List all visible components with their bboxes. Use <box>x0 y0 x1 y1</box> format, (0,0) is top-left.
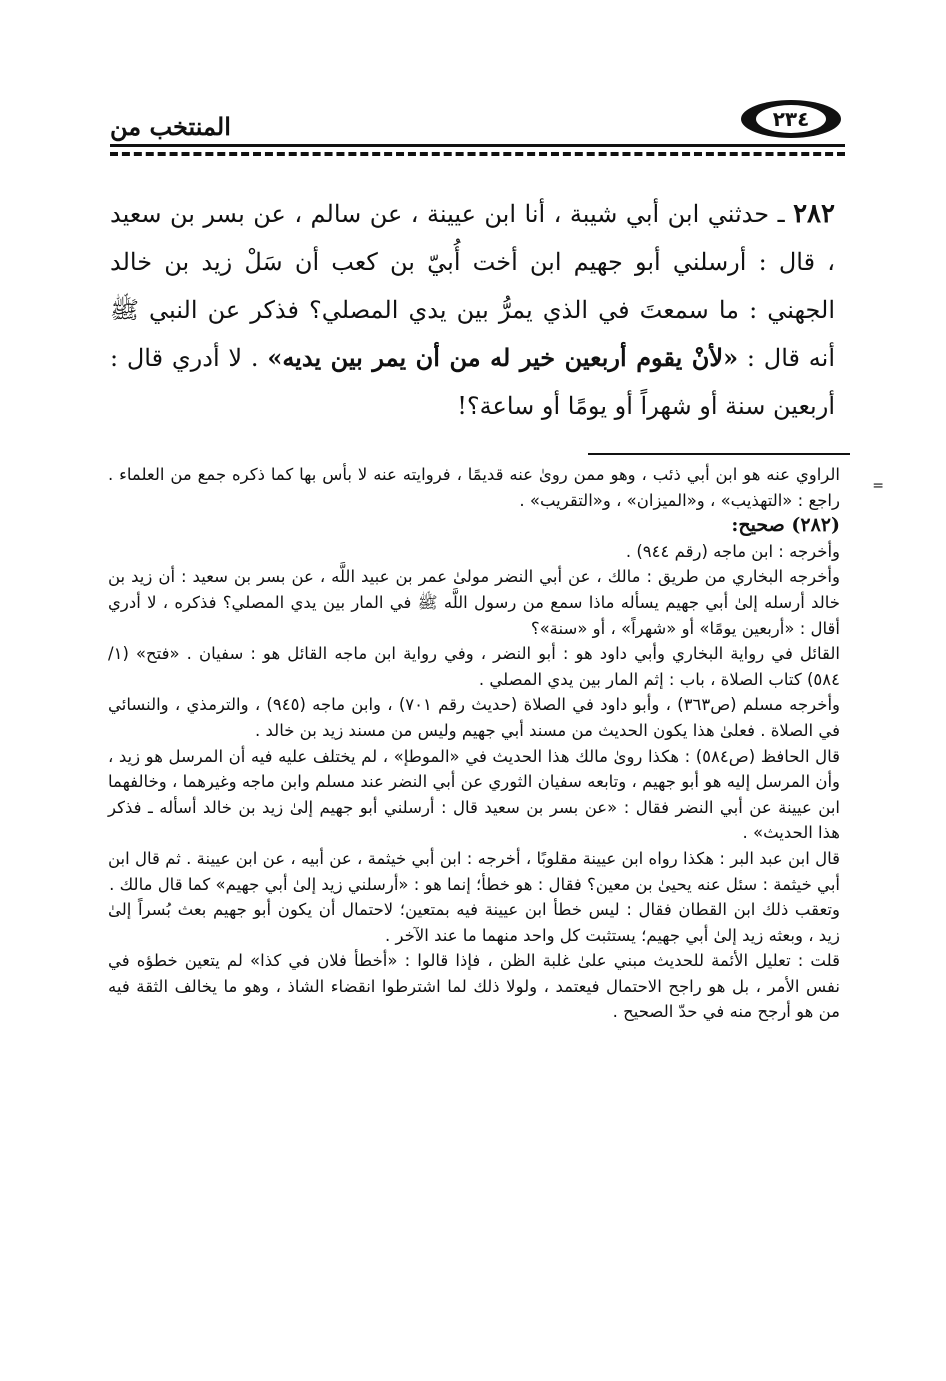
footnote-continuation: الراوي عنه هو ابن أبي ذئب ، وهو ممن روىٰ عنه قديمًا ، فروايته عنه لا بأس بها كما ذكره جمع من العلماء . راجع : «التهذيب» ، و«الميزان» ، و«التقريب» . <box>108 465 840 510</box>
footnote-paragraph: وأخرجه : ابن ماجه (رقم ٩٤٤) . <box>625 541 840 561</box>
footnote-paragraph: القائل في رواية البخاري وأبي داود هو : أبو النضر ، وفي رواية ابن ماجه القائل هو : سفيان . «فتح» (١/ ٥٨٤) كتاب الصلاة ، باب : إثم المار بين يدي المصلي . <box>108 644 840 689</box>
footnote-paragraph: وأخرجه البخاري من طريق : مالك ، عن أبي النضر مولىٰ عمر بن عبيد اللَّه ، عن بسر بن سعيد : أن زيد بن خالد أرسله إلىٰ أبي جهيم يسأله ماذا سمع من رسول اللَّه ﷺ في المار بين يدي المصلي؟ فذكره ، لا أدري أقال : «أربعين يومًا» أو «شهراً» ، أو «سنة»؟ <box>108 567 840 638</box>
page-number-badge <box>741 100 841 138</box>
prophetic-saying: «لأنْ يقوم أربعين خير له من أن يمر بين يديه» <box>267 343 739 372</box>
hadith-chain: ـ حدثني ابن أبي شيبة ، أنا ابن عيينة ، عن سالم ، عن بسر بن سعيد ، قال : أرسلني أبو جهيم ابن أخت أُبيّ بن كعب أن سَلْ زيد بن خالد الجهني : ما سمعتَ في الذي يمرُّ بين يدي المصلي؟ فذكر عن النبي ﷺ أنه قال : <box>110 200 835 372</box>
footnote-paragraph: وتعقب ذلك ابن القطان فقال : ليس خطأ ابن عيينة فيه بمتعين؛ لاحتمال أن يكون أبو جهيم بعث بُسراً إلىٰ زيد ، وبعثه زيد إلىٰ أبي جهيم؛ يستثبت كل واحد منهما ما عند الآخر . <box>108 900 840 945</box>
running-title: المنتخب من <box>110 112 231 141</box>
footnote-divider <box>588 453 850 455</box>
hadith-text <box>110 190 835 430</box>
continuation-mark: = <box>872 478 884 494</box>
footnotes <box>108 462 840 1025</box>
footnote-paragraph: وأخرجه مسلم (ص٣٦٣) ، وأبو داود في الصلاة (حديث رقم ٧٠١) ، وابن ماجه (٩٤٥) ، والترمذي ، والنسائي في الصلاة . فعلىٰ هذا يكون الحديث من مسند أبي جهيم وليس من مسند زيد بن خالد . <box>108 695 841 740</box>
hadith-number: ٢٨٢ <box>793 199 835 229</box>
hadith-ending: . لا أدري قال : أربعين سنة أو شهراً أو يومًا أو ساعة؟! <box>110 344 835 420</box>
footnote-heading: (٢٨٢) صحيح: <box>731 514 840 537</box>
page-header <box>110 98 845 160</box>
header-dashed-rule <box>110 152 845 156</box>
footnote-paragraph: قلت : تعليل الأئمة للحديث مبني علىٰ غلبة الظن ، فإذا قالوا : «أخطأ فلان في كذا» لم يتعين خطؤه في نفس الأمر ، بل هو راجح الاحتمال فيعتمد ، ولولا ذلك لما اشترطوا انقضاء الشاذ ، وهو ما يخالف الثقة فيه من هو أرجح منه في حدّ الصحيح . <box>108 951 840 1022</box>
page-number: ٢٣٤ <box>756 105 826 133</box>
header-rule <box>110 144 845 147</box>
footnote-paragraph: قال ابن عبد البر : هكذا رواه ابن عيينة مقلوبًا ، أخرجه : ابن أبي خيثمة ، عن أبيه ، عن ابن عيينة . ثم قال ابن أبي خيثمة : سئل عنه يحيىٰ بن معين؟ فقال : هو خطأ؛ إنما هو : «أرسلني زيد إلىٰ أبي جهيم» كما قال مالك . <box>108 848 840 894</box>
footnote-paragraph: قال الحافظ (ص٥٨٤) : هكذا روىٰ مالك هذا الحديث في «الموطإ» ، لم يختلف عليه فيه أن المرسل هو زيد ، وأن المرسل إليه هو أبو جهيم ، وتابعه سفيان الثوري عن أبي النضر عند مسلم وابن ماجه وغيرهما ، وخالفهما ابن عيينة عن أبي النضر فقال : «عن بسر بن سعيد قال : أرسلني أبو جهيم إلىٰ زيد بن خالد أسأله ـ فذكر هذا الحديث» . <box>108 746 841 843</box>
